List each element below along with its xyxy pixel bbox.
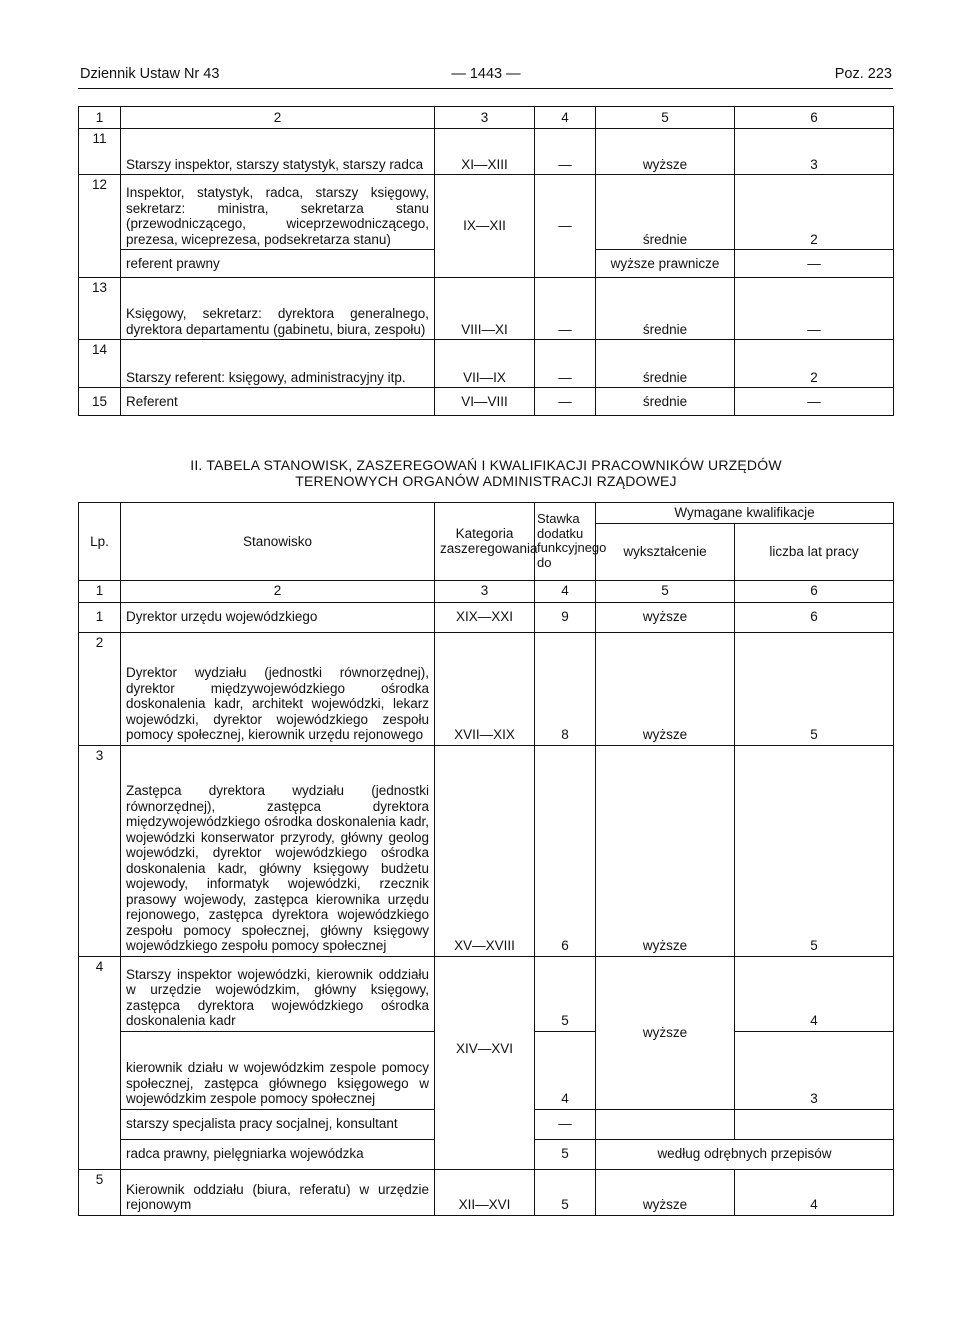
row-years: 3 xyxy=(735,1031,894,1109)
row-education: według odrębnych przepisów xyxy=(596,1139,894,1169)
row-stawka: 8 xyxy=(535,632,596,745)
row-position: Dyrektor wydziału (jednostki równorzędnej), dyrektor międzywojewódzkiego ośrodka doskonalenia kadr, architekt wojewódzki, lekarz wojewódzki, dyrektor wojewódzkiego zespołu pomocy społecznej, kierownik urzędu rejonowego xyxy=(121,632,435,745)
row-education-empty xyxy=(596,1109,735,1139)
row-lp: 1 xyxy=(79,602,121,632)
row-category: VIII—XI xyxy=(435,278,535,340)
row-years: 4 xyxy=(735,956,894,1031)
table-row xyxy=(79,632,894,745)
row-years: 5 xyxy=(735,745,894,956)
row-lp: 3 xyxy=(79,745,121,956)
row-education: wyższe xyxy=(596,956,735,1109)
lp-header: Lp. xyxy=(79,503,121,581)
row-years: 6 xyxy=(735,602,894,632)
row-category: XVII—XIX xyxy=(435,632,535,745)
col-number: 1 xyxy=(79,580,121,602)
row-education: wyższe xyxy=(596,129,735,175)
row-stawka: 5 xyxy=(535,956,596,1031)
section-title-line: TERENOWYCH ORGANÓW ADMINISTRACJI RZĄDOWEJ xyxy=(295,473,677,489)
row-years: 4 xyxy=(735,1169,894,1215)
col-number: 5 xyxy=(596,107,735,129)
header-row xyxy=(79,503,894,524)
table-row xyxy=(79,278,894,340)
position-number: Poz. 223 xyxy=(834,66,892,82)
category-header: Kategoria zaszeregowania xyxy=(435,503,535,581)
section-title-line: II. TABELA STANOWISK, ZASZEREGOWAŃ I KWALIFIKACJI PRACOWNIKÓW URZĘDÓW xyxy=(190,457,782,473)
row-education: średnie xyxy=(596,340,735,388)
row-education: średnie xyxy=(596,175,735,250)
row-position: Kierownik oddziału (biura, referatu) w urzędzie rejonowym xyxy=(121,1169,435,1215)
table-row xyxy=(79,602,894,632)
row-lp: 13 xyxy=(79,278,121,340)
row-lp: 4 xyxy=(79,956,121,1169)
row-stawka: — xyxy=(535,278,596,340)
col-number: 1 xyxy=(79,107,121,129)
years-header: liczba lat pracy xyxy=(735,523,894,580)
col-number: 5 xyxy=(596,580,735,602)
col-number: 3 xyxy=(435,107,535,129)
row-position: Starszy inspektor wojewódzki, kierownik oddziału w urzędzie wojewódzkim, główny księgowy, zastępca dyrektora wojewódzkiego ośrodka doskonalenia kadr xyxy=(121,956,435,1031)
row-position: Zastępca dyrektora wydziału (jednostki równorzędnej), zastępca dyrektora międzywojewódzkiego ośrodka doskonalenia kadr, wojewódzki konserwator przyrody, główny geolog wojewódzki, dyrektor wojewódzkiego ośrodka doskonalenia kadr, główny księgowy budżetu wojewody, informatyk wojewódzki, rzecznik prasowy wojewody, zastępca kierownika urzędu rejonowego, zastępca dyrektora wojewódzkiego zespołu pomocy społecznej, główny księgowy wojewódzkiego zespołu pomocy społecznej xyxy=(121,745,435,956)
row-stawka: — xyxy=(535,388,596,416)
row-years: 5 xyxy=(735,632,894,745)
row-lp: 12 xyxy=(79,175,121,278)
table-row xyxy=(79,956,894,1031)
section-title xyxy=(80,457,892,489)
row-position: Starszy referent: księgowy, administracyjny itp. xyxy=(121,340,435,388)
row-stawka: 9 xyxy=(535,602,596,632)
column-number-row xyxy=(79,107,894,129)
row-position: Dyrektor urzędu wojewódzkiego xyxy=(121,602,435,632)
row-position: Inspektor, statystyk, radca, starszy księgowy, sekretarz: ministra, sekretarza stanu (przewodniczącego, wiceprzewodniczącego, prezesa, wiceprezesa, podsekretarza stanu) xyxy=(121,175,435,250)
col-number: 6 xyxy=(735,580,894,602)
row-position: Księgowy, sekretarz: dyrektora generalnego, dyrektora departamentu (gabinetu, biura, zespołu) xyxy=(121,278,435,340)
column-number-row xyxy=(79,580,894,602)
row-stawka: 6 xyxy=(535,745,596,956)
row-category: XI—XIII xyxy=(435,129,535,175)
col-number: 4 xyxy=(535,107,596,129)
row-years: 2 xyxy=(735,340,894,388)
row-category: XV—XVIII xyxy=(435,745,535,956)
page-header xyxy=(80,64,892,86)
col-number: 2 xyxy=(121,580,435,602)
row-category: XII—XVI xyxy=(435,1169,535,1215)
positions-table-local-offices xyxy=(78,502,894,1216)
col-number: 3 xyxy=(435,580,535,602)
row-category: VI—VIII xyxy=(435,388,535,416)
row-category: XIX—XXI xyxy=(435,602,535,632)
table-row xyxy=(79,1169,894,1215)
qualifications-header: Wymagane kwalifikacje xyxy=(596,503,894,524)
row-position: Referent xyxy=(121,388,435,416)
row-position: referent prawny xyxy=(121,250,435,278)
row-position: radca prawny, pielęgniarka wojewódzka xyxy=(121,1139,435,1169)
row-lp: 11 xyxy=(79,129,121,175)
row-years: — xyxy=(735,278,894,340)
row-stawka: — xyxy=(535,340,596,388)
row-stawka: — xyxy=(535,129,596,175)
row-years: — xyxy=(735,388,894,416)
col-number: 2 xyxy=(121,107,435,129)
row-years: 3 xyxy=(735,129,894,175)
row-stawka: 5 xyxy=(535,1169,596,1215)
journal-title: Dziennik Ustaw Nr 43 xyxy=(80,66,220,82)
table-row xyxy=(79,388,894,416)
table-row xyxy=(79,745,894,956)
row-lp: 14 xyxy=(79,340,121,388)
table-row xyxy=(79,340,894,388)
row-years-empty xyxy=(735,1109,894,1139)
row-education: średnie xyxy=(596,388,735,416)
row-education: wyższe xyxy=(596,745,735,956)
row-position: starszy specjalista pracy socjalnej, konsultant xyxy=(121,1109,435,1139)
row-education: wyższe xyxy=(596,602,735,632)
education-header: wykształcenie xyxy=(596,523,735,580)
row-category: XIV—XVI xyxy=(435,956,535,1169)
positions-table-continued xyxy=(78,106,894,416)
row-years: — xyxy=(735,250,894,278)
row-category: IX—XII xyxy=(435,175,535,278)
col-number: 6 xyxy=(735,107,894,129)
row-lp: 5 xyxy=(79,1169,121,1215)
row-years: 2 xyxy=(735,175,894,250)
table-row xyxy=(79,129,894,175)
row-stawka: — xyxy=(535,175,596,278)
col-number: 4 xyxy=(535,580,596,602)
position-header: Stanowisko xyxy=(121,503,435,581)
row-education: średnie xyxy=(596,278,735,340)
page-number: — 1443 — xyxy=(451,66,521,82)
row-lp: 15 xyxy=(79,388,121,416)
row-education: wyższe prawnicze xyxy=(596,250,735,278)
row-stawka: 5 xyxy=(535,1139,596,1169)
row-stawka: — xyxy=(535,1109,596,1139)
row-position: kierownik działu w wojewódzkim zespole pomocy społecznej, zastępca głównego księgowego w wojewódzkim zespole pomocy społecznej xyxy=(121,1031,435,1109)
row-position: Starszy inspektor, starszy statystyk, starszy radca xyxy=(121,129,435,175)
row-stawka: 4 xyxy=(535,1031,596,1109)
header-rule xyxy=(78,88,893,89)
table-row xyxy=(79,175,894,250)
row-lp: 2 xyxy=(79,632,121,745)
row-education: wyższe xyxy=(596,1169,735,1215)
row-education: wyższe xyxy=(596,632,735,745)
stawka-header: Stawka dodatku funkcyjnego do xyxy=(535,503,596,581)
row-category: VII—IX xyxy=(435,340,535,388)
